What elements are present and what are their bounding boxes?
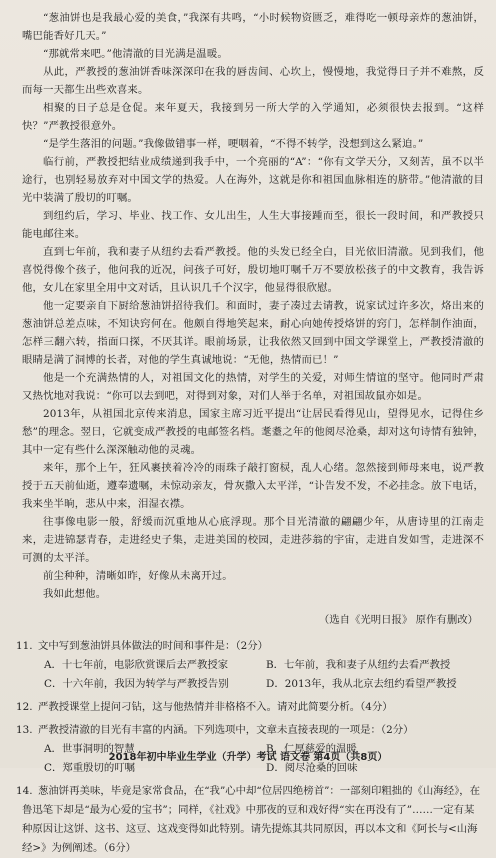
article-source: （选自《光明日报》 原作有删改） (318, 614, 478, 626)
article-paragraph: “是学生落泪的问题。”我像做错事一样，哽咽着，“不得不转学，没想到这么紧迫。” (43, 138, 424, 150)
question-stem: 严教授清澈的目光有丰富的内涵。下列选项中，文章未直接表现的一项是：（2分） (38, 724, 414, 736)
article-paragraph: 到纽约后，学习、毕业、找工作、女儿出生，人生大事接踵而至，很长一段时间，和严教授只能电邮往来。 (22, 210, 484, 240)
question-stem: 文中写到葱油饼具体做法的时间和事件是：（2分） (38, 640, 269, 652)
article-paragraph: 他一定要亲自下厨给葱油饼招待我们。和面时，妻子凑过去请教，说家试过许多次，烙出来的葱油饼总差点味，不知诀窍何在。他颇自得地笑起来，耐心向她传授烙饼的窍门，怎样制作油面，怎样三翻六转，指面口探，不厌其详。眼前场景，让我依然又回到中国文学课堂上，严教授清澈的眼睛是满了洞博的长者，对他的学生真诚地说：“无他，热情而已！” (22, 300, 484, 366)
article-paragraph: 2013年，从祖国北京传来消息，国家主席习近平提出“让居民看得见山，望得见水，记得住乡愁”的理念。翌日，它就变成严教授的电邮签名档。耄耋之年的他阅尽沧桑，却对这句诗情有独钟，其中一定有些什么深深触动他的灵魂。 (22, 408, 484, 456)
option-d: D．阅尽沧桑的回味 (266, 762, 358, 774)
question-14 (16, 782, 484, 858)
question-text (16, 698, 484, 717)
question-stem: 严教授课堂上提问刁钻，这与他热情并非格格不入。请对此简要分析。（4分） (38, 701, 393, 713)
option-c: C．十六年前，我因为转学与严教授告别 (44, 678, 229, 690)
article-paragraph: 来年，那个上午，狂风裹挟着冷冷的雨珠子敲打窗棂，乱人心绪。忽然接到师母来电，说严教授于五天前仙逝，遵奉遗嘱，未惊动亲友，骨灰撒入太平洋，“讣告发不发，不必挂念。放下电话，我来坐半晌，悲从中来，泪湿衣襟。 (22, 462, 484, 510)
article-paragraph: 临行前，严教授把结业成绩递到我手中，一个亮丽的“A”：“你有文学天分，又刻苦，虽不以半途行，也别轻易放弃对中国文学的热爱。人在海外，这就是你和祖国血脉相连的脐带。”他清澈的目光中装满了殷切的叮嘱。 (22, 156, 484, 204)
option-b: B．仁厚慈爱的温暖 (266, 743, 357, 755)
article-paragraph: 从此，严教授的葱油饼香味深深印在我的唇齿间、心坎上，慢慢地，我觉得日子并不难熬，反而每一天都生出些欢喜来。 (22, 66, 484, 96)
question-number: 13. (16, 724, 33, 736)
article-paragraph: 他是一个充满热情的人，对祖国文化的热情，对学生的关爱，对师生情谊的坚守。他同时严肃又热忱地对我说：“你可以去到吧，对得到对象，对们人举于名单，对祖国故鼠亦如是。 (22, 372, 484, 402)
question-text (16, 782, 484, 858)
question-12 (16, 698, 484, 717)
page-footer: 2018年初中毕业生学业（升学）考试 语文卷 第4页（共8页） (108, 752, 388, 763)
question-text (16, 721, 484, 740)
article-paragraph: “葱油饼也是我最心爱的美食，”我深有共鸣，“小时候物资匮乏，难得吃一顿母亲炸的葱油饼，嘴巴能香好几天。” (22, 12, 484, 42)
article-paragraph: 前尘种种，清晰如昨，好像从未离开过。 (43, 570, 233, 582)
article-paragraph: 相聚的日子总是仓促。来年夏天，我接到另一所大学的入学通知，必须很快去报到。“这样快？”严教授很意外。 (22, 102, 484, 132)
article-paragraph: “那就常来吧。”他清澈的目光满是温暖。 (43, 48, 228, 60)
article-body (22, 9, 484, 603)
option-list (44, 656, 484, 694)
article-paragraph: 我如此想他。 (43, 588, 107, 600)
option-c: C．郑重殷切的叮嘱 (44, 762, 136, 774)
option-b: B．七年前，我和妻子从纽约去看严教授 (266, 659, 451, 671)
article-paragraph: 往事像电影一般，舒缓而沉重地从心底浮现。那个目光清澈的翩翩少年，从唐诗里的江南走来，走进锦瑟青春，走进经史子集，走进美国的校园，走进莎翁的宇宙，走进自发如雪，走进深不可测的太平洋。 (22, 516, 484, 564)
question-number: 14. (16, 785, 33, 797)
question-stem: 葱油饼再美味，毕竟是家常食品，在“我”心中却“位居四绝榜首”：一部刻印粗拙的《山海经》，在鲁迅笔下却是“最为心爱的宝书”；同样，《社戏》中那夜的豆和戏好得“实在再没有了”……一定有某种原因让这饼、这书、这豆、这戏变得如此特别。请先提炼其共同原因，再以本文和《阿长与<山海经>》为例阐述。（6分） (22, 785, 481, 854)
option-d: D．2013年，我从北京去纽约看望严教授 (266, 678, 457, 690)
question-number: 11. (16, 640, 33, 652)
question-text (16, 637, 484, 656)
option-a: A．十七年前，电影欣赏课后去严教授家 (44, 659, 229, 671)
question-number: 12. (16, 701, 33, 713)
question-11 (16, 637, 484, 694)
option-a: A．世事洞明的智慧 (44, 743, 135, 755)
article-paragraph: 直到七年前，我和妻子从纽约去看严教授。他的头发已经全白，目光依旧清澈。见到我们，他喜悦得像个孩子，他问我的近况，问孩子可好，殷切地叮嘱千万不要放松孩子的中文教育，我告诉他，女儿在家里全用中文对话，且认识几千个汉字，他显得很欣慰。 (22, 246, 484, 294)
